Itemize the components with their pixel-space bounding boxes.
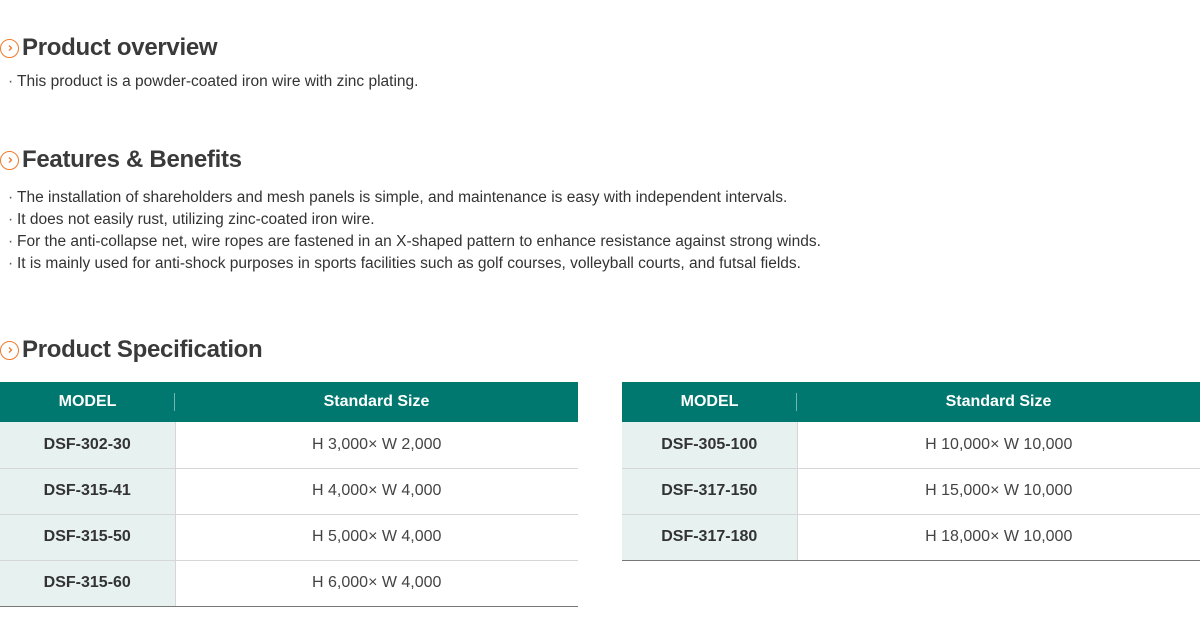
chevron-circle-icon bbox=[0, 39, 19, 58]
table-row bbox=[0, 514, 578, 560]
section-heading-overview bbox=[0, 34, 217, 62]
column-header-size: Standard Size bbox=[797, 382, 1200, 422]
features-list bbox=[8, 187, 821, 275]
spec-table-left bbox=[0, 382, 578, 607]
section-heading-text: Product Specification bbox=[22, 336, 263, 363]
table-header-row bbox=[0, 382, 578, 422]
section-heading-text: Product overview bbox=[22, 34, 218, 61]
size-cell: H 5,000× W 4,000 bbox=[175, 514, 578, 560]
model-cell: DSF-317-150 bbox=[622, 468, 797, 514]
list-item: · It does not easily rust, utilizing zinc-coated iron wire. bbox=[8, 211, 375, 228]
table-row bbox=[0, 560, 578, 606]
size-cell: H 10,000× W 10,000 bbox=[797, 422, 1200, 468]
size-cell: H 4,000× W 4,000 bbox=[175, 468, 578, 514]
list-item: · For the anti-collapse net, wire ropes are fastened in an X-shaped pattern to enhance resistance against strong winds. bbox=[8, 233, 821, 250]
size-cell: H 15,000× W 10,000 bbox=[797, 468, 1200, 514]
model-cell: DSF-317-180 bbox=[622, 514, 797, 560]
model-cell: DSF-315-41 bbox=[0, 468, 175, 514]
model-cell: DSF-315-50 bbox=[0, 514, 175, 560]
chevron-circle-icon bbox=[0, 151, 19, 170]
table-row bbox=[0, 422, 578, 468]
size-cell: H 3,000× W 2,000 bbox=[175, 422, 578, 468]
column-header-model: MODEL bbox=[622, 382, 797, 422]
table-row bbox=[622, 422, 1200, 468]
section-heading-text: Features & Benefits bbox=[22, 146, 242, 173]
size-cell: H 6,000× W 4,000 bbox=[175, 560, 578, 606]
section-heading-specification bbox=[0, 336, 262, 364]
column-header-size: Standard Size bbox=[175, 382, 578, 422]
table-row bbox=[622, 468, 1200, 514]
size-cell: H 18,000× W 10,000 bbox=[797, 514, 1200, 560]
list-item: · It is mainly used for anti-shock purposes in sports facilities such as golf courses, volleyball courts, and futsal fields. bbox=[8, 255, 801, 272]
model-cell: DSF-305-100 bbox=[622, 422, 797, 468]
table-row bbox=[622, 514, 1200, 560]
section-heading-features bbox=[0, 146, 242, 174]
table-row bbox=[0, 468, 578, 514]
list-item: · The installation of shareholders and mesh panels is simple, and maintenance is easy with independent intervals. bbox=[8, 189, 788, 206]
column-header-model: MODEL bbox=[0, 382, 175, 422]
model-cell: DSF-302-30 bbox=[0, 422, 175, 468]
overview-list bbox=[8, 71, 418, 93]
table-header-row bbox=[622, 382, 1200, 422]
spec-table-right bbox=[622, 382, 1200, 561]
list-item: · This product is a powder-coated iron wire with zinc plating. bbox=[8, 73, 419, 90]
model-cell: DSF-315-60 bbox=[0, 560, 175, 606]
chevron-circle-icon bbox=[0, 341, 19, 360]
